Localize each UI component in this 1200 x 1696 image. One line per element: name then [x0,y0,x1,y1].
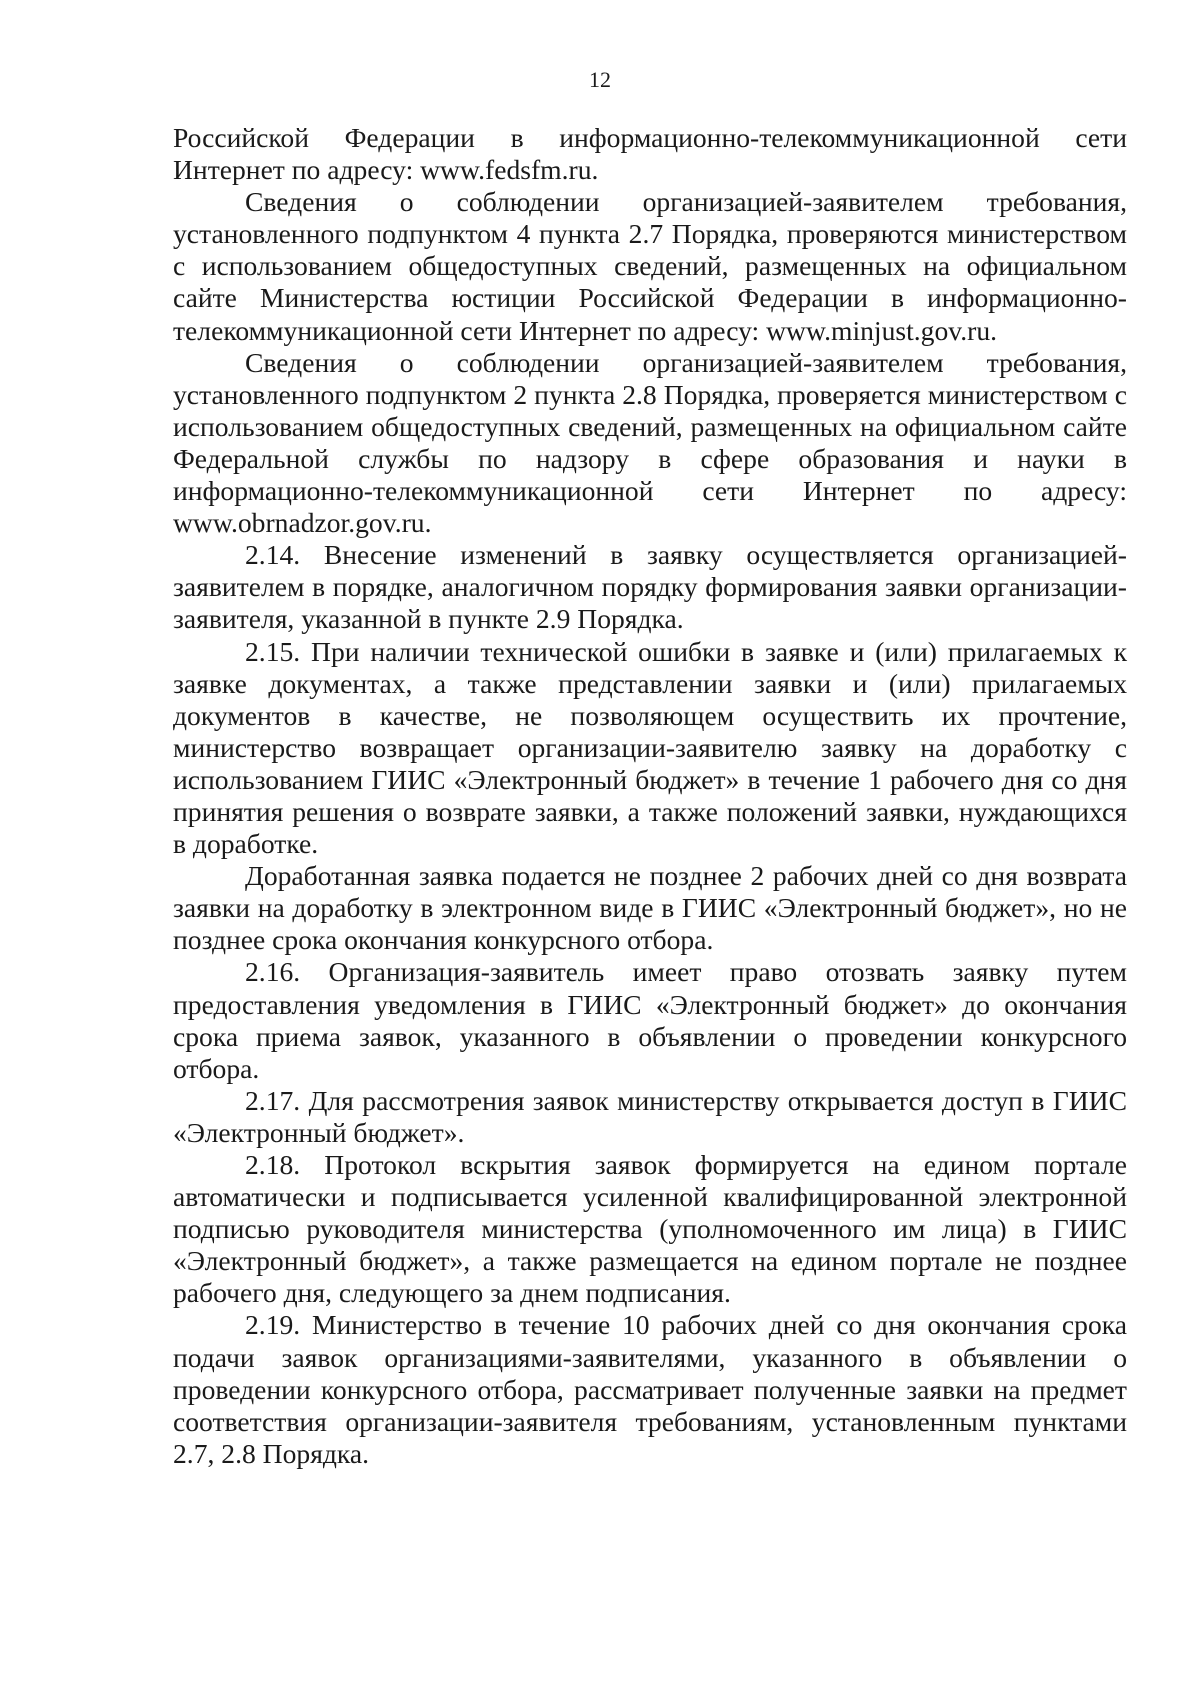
paragraph-minjust-check: Сведения о соблюдении организацией-заявителем требования, установленного подпунктом 4 пункта 2.7 Порядка, проверяются министерством с использованием общедоступных сведений, размещенных на официальном сайте Министерства юстиции Российской Федерации в информационно-телекоммуникационной сети Интернет по адресу: www.minjust.gov.ru. [173,186,1127,346]
paragraph-2-17: 2.17. Для рассмотрения заявок министерству открывается доступ в ГИИС «Электронный бюджет». [173,1084,1127,1148]
paragraph-2-16: 2.16. Организация-заявитель имеет право отозвать заявку путем предоставления уведомления в ГИИС «Электронный бюджет» до окончания срока приема заявок, указанного в объявлении о проведении конкурсного отбора. [173,956,1127,1084]
paragraph-2-15: 2.15. При наличии технической ошибки в заявке и (или) прилагаемых к заявке документах, а также представлении заявки и (или) прилагаемых документов в качестве, не позволяющем осуществить их прочтение, министерство возвращает организации-заявителю заявку на доработку с использованием ГИИС «Электронный бюджет» в течение 1 рабочего дня со дня принятия решения о возврате заявки, а также положений заявки, нуждающихся в доработке. [173,635,1127,860]
paragraph-2-18: 2.18. Протокол вскрытия заявок формируется на едином портале автоматически и подписывается усиленной квалифицированной электронной подписью руководителя министерства (уполномоченного им лица) в ГИИС «Электронный бюджет», а также размещается на едином портале не позднее рабочего дня, следующего за днем подписания. [173,1149,1127,1309]
paragraph-obrnadzor-check: Сведения о соблюдении организацией-заявителем требования, установленного подпунктом 2 пункта 2.8 Порядка, проверяется министерством с использованием общедоступных сведений, размещенных на официальном сайте Федеральной службы по надзору в сфере образования и науки в информационно-телекоммуникационной сети Интернет по адресу: www.obrnadzor.gov.ru. [173,346,1127,539]
paragraph-2-19: 2.19. Министерство в течение 10 рабочих дней со дня окончания срока подачи заявок организациями-заявителями, указанного в объявлении о проведении конкурсного отбора, рассматривает полученные заявки на предмет соответствия организации-заявителя требованиям, установленным пунктами 2.7, 2.8 Порядка. [173,1309,1127,1469]
paragraph-continuation: Российской Федерации в информационно-телекоммуникационной сети Интернет по адресу: www.fedsfm.ru. [173,122,1127,186]
document-body [173,122,1127,1470]
paragraph-revised-application: Доработанная заявка подается не позднее 2 рабочих дней со дня возврата заявки на доработку в электронном виде в ГИИС «Электронный бюджет», но не позднее срока окончания конкурсного отбора. [173,860,1127,956]
page-number: 12 [589,67,611,92]
paragraph-2-14: 2.14. Внесение изменений в заявку осуществляется организацией-заявителем в порядке, аналогичном порядку формирования заявки организации-заявителя, указанной в пункте 2.9 Порядка. [173,539,1127,635]
